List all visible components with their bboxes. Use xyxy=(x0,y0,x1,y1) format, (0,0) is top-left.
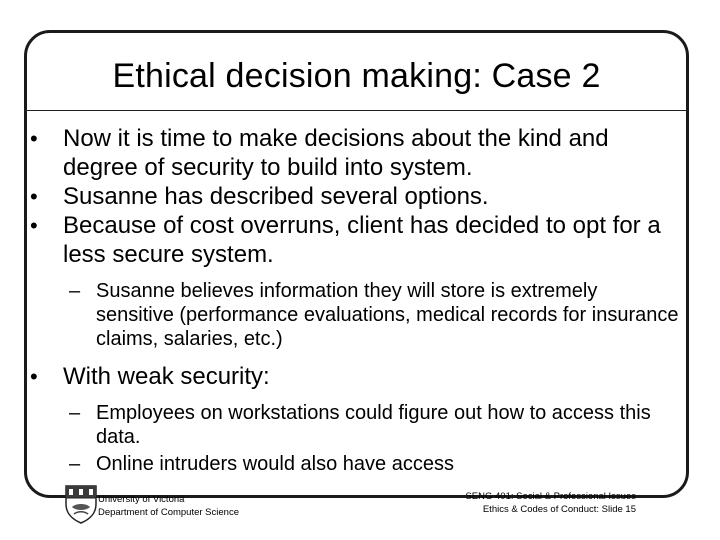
sub-bullet-item xyxy=(30,401,680,449)
bullet-text: Now it is time to make decisions about the kind and degree of security to build into system. xyxy=(63,125,609,181)
dash-marker: – xyxy=(69,402,81,424)
bullet-item xyxy=(30,182,680,211)
slide-title: Ethical decision making: Case 2 xyxy=(112,57,601,95)
footer-course: SENG 401: Social & Professional Issues xyxy=(465,491,636,502)
university-crest-icon xyxy=(64,484,98,524)
sub-bullet-item xyxy=(30,279,680,351)
bullet-marker: • xyxy=(30,184,38,209)
bullet-text: Because of cost overruns, client has decided to opt for a less secure system. xyxy=(63,212,661,268)
sub-bullet-text: Employees on workstations could figure out how to access this data. xyxy=(96,402,651,448)
dash-marker: – xyxy=(69,453,81,475)
title-divider xyxy=(24,110,689,111)
bullet-text: With weak security: xyxy=(63,363,270,390)
bullet-text: Susanne has described several options. xyxy=(63,183,489,210)
slide-body xyxy=(30,124,680,476)
sub-bullet-text: Online intruders would also have access xyxy=(96,453,454,475)
footer-slide-info: Ethics & Codes of Conduct: Slide 15 xyxy=(482,504,636,515)
footer-department: Department of Computer Science xyxy=(98,507,239,518)
sub-bullet-item xyxy=(30,452,680,476)
bullet-marker: • xyxy=(30,126,38,151)
dash-marker: – xyxy=(69,280,81,302)
footer-university: University of Victoria xyxy=(98,494,185,505)
bullet-item xyxy=(30,362,680,391)
bullet-marker: • xyxy=(30,213,38,238)
bullet-marker: • xyxy=(30,364,38,389)
bullet-item xyxy=(30,211,680,269)
bullet-item xyxy=(30,124,680,182)
footer-institution xyxy=(98,493,239,519)
footer-right xyxy=(465,490,636,516)
sub-bullet-text: Susanne believes information they will store is extremely sensitive (performance evaluations, medical records for insurance claims, salaries, etc.) xyxy=(96,280,679,350)
